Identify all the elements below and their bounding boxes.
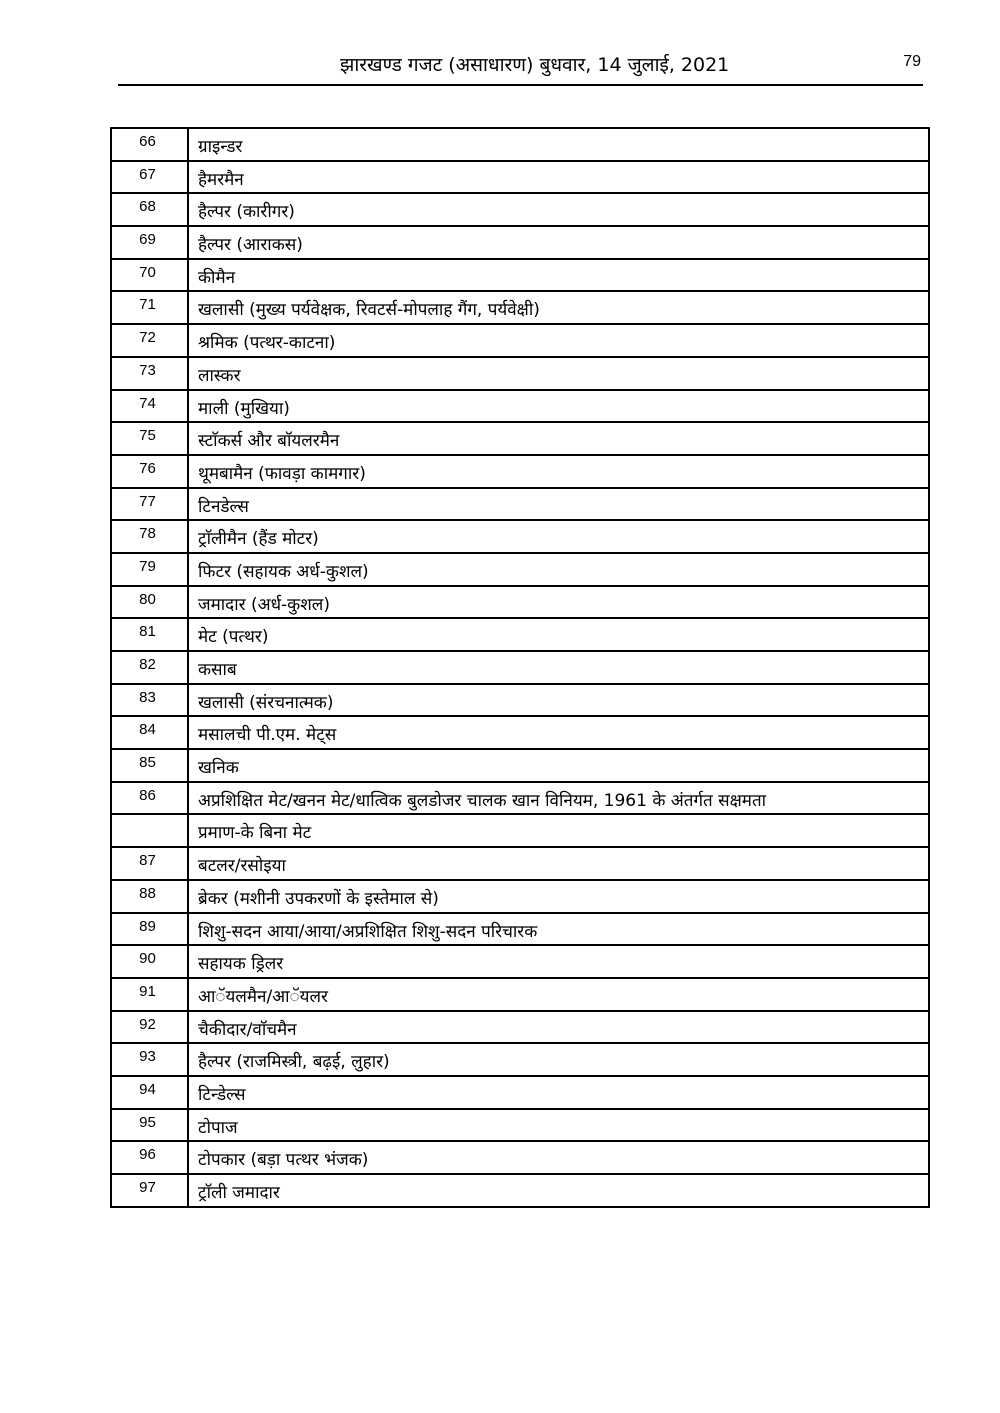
table-row	[111, 422, 929, 455]
table-row	[111, 193, 929, 226]
table-row	[111, 553, 929, 586]
serial-number-cell: 84	[111, 716, 188, 749]
table-row	[111, 847, 929, 880]
header-rule	[118, 84, 923, 86]
serial-number-cell: 86	[111, 782, 188, 815]
occupation-cell: चैकीदार/वाॅचमैन	[188, 1011, 929, 1044]
serial-number-cell: 69	[111, 226, 188, 259]
serial-number-cell: 92	[111, 1011, 188, 1044]
table-row	[111, 161, 929, 194]
serial-number-cell: 75	[111, 422, 188, 455]
table-row	[111, 226, 929, 259]
occupation-cell: हैल्पर (आराकस)	[188, 226, 929, 259]
table-row	[111, 520, 929, 553]
occupation-cell: श्रमिक (पत्थर-काटना)	[188, 324, 929, 357]
occupation-cell: टिन्डेल्स	[188, 1076, 929, 1109]
table-row	[111, 749, 929, 782]
occupation-cell: शिशु-सदन आया/आया/अप्रशिक्षित शिशु-सदन परिचारक	[188, 913, 929, 946]
occupation-cell: खलासी (संरचनात्मक)	[188, 684, 929, 717]
table-row	[111, 357, 929, 390]
occupation-cell: फिटर (सहायक अर्ध-कुशल)	[188, 553, 929, 586]
serial-number-cell: 95	[111, 1109, 188, 1142]
serial-number-cell: 85	[111, 749, 188, 782]
table-row	[111, 1076, 929, 1109]
serial-number-cell: 91	[111, 978, 188, 1011]
table-row	[111, 880, 929, 913]
table-row	[111, 128, 929, 161]
serial-number-cell: 76	[111, 455, 188, 488]
occupation-cell: कीमैन	[188, 259, 929, 292]
table-row	[111, 291, 929, 324]
table-row	[111, 455, 929, 488]
serial-number-cell: 96	[111, 1141, 188, 1174]
serial-number-cell: 94	[111, 1076, 188, 1109]
table-row	[111, 324, 929, 357]
serial-number-cell: 71	[111, 291, 188, 324]
occupation-cell: मसालची पी.एम. मेट्स	[188, 716, 929, 749]
serial-number-cell: 82	[111, 651, 188, 684]
occupation-cell: थूमबामैन (फावड़ा कामगार)	[188, 455, 929, 488]
table-row	[111, 390, 929, 423]
table-row	[111, 814, 929, 847]
occupation-cell: हैल्पर (कारीगर)	[188, 193, 929, 226]
occupation-cell: ग्राइन्डर	[188, 128, 929, 161]
occupation-cell: बटलर/रसोइया	[188, 847, 929, 880]
occupation-cell: कसाब	[188, 651, 929, 684]
table-row	[111, 1141, 929, 1174]
serial-number-cell: 88	[111, 880, 188, 913]
serial-number-cell: 70	[111, 259, 188, 292]
gazette-title: झारखण्ड गजट (असाधारण) बुधवार, 14 जुलाई, 2021	[340, 54, 730, 76]
occupation-cell: आॅयलमैन/आॅयलर	[188, 978, 929, 1011]
occupation-cell: हैल्पर (राजमिस्त्री, बढ़ई, लुहार)	[188, 1043, 929, 1076]
occupation-cell: टोपाज	[188, 1109, 929, 1142]
serial-number-cell: 68	[111, 193, 188, 226]
table-row	[111, 1043, 929, 1076]
serial-number-cell: 93	[111, 1043, 188, 1076]
table-row	[111, 586, 929, 619]
table-row	[111, 259, 929, 292]
serial-number-cell: 80	[111, 586, 188, 619]
occupation-cell: लास्कर	[188, 357, 929, 390]
serial-number-cell: 83	[111, 684, 188, 717]
table-row	[111, 716, 929, 749]
page-header	[118, 48, 923, 86]
occupation-table-body	[111, 128, 929, 1207]
occupation-cell: माली (मुखिया)	[188, 390, 929, 423]
occupation-cell: टिनडेल्स	[188, 488, 929, 521]
serial-number-cell: 67	[111, 161, 188, 194]
serial-number-cell: 66	[111, 128, 188, 161]
serial-number-cell: 81	[111, 618, 188, 651]
occupation-cell: मेट (पत्थर)	[188, 618, 929, 651]
table-row	[111, 913, 929, 946]
table-row	[111, 488, 929, 521]
occupation-cell: खनिक	[188, 749, 929, 782]
serial-number-cell: 79	[111, 553, 188, 586]
serial-number-cell: 74	[111, 390, 188, 423]
table-row	[111, 1109, 929, 1142]
occupation-cell: अप्रशिक्षित मेट/खनन मेट/धात्विक बुलडोजर चालक खान विनियम, 1961 के अंतर्गत सक्षमता	[188, 782, 929, 815]
occupation-cell: ट्राॅली जमादार	[188, 1174, 929, 1207]
occupation-cell: टोपकार (बड़ा पत्थर भंजक)	[188, 1141, 929, 1174]
occupation-cell: प्रमाण-के बिना मेट	[188, 814, 929, 847]
serial-number-cell: 87	[111, 847, 188, 880]
serial-number-cell: 90	[111, 945, 188, 978]
occupation-cell: हैमरमैन	[188, 161, 929, 194]
occupation-cell: स्टाॅकर्स और बाॅयलरमैन	[188, 422, 929, 455]
page-number: 79	[903, 53, 921, 70]
table-row	[111, 782, 929, 815]
table-row	[111, 618, 929, 651]
occupation-table	[110, 127, 930, 1208]
serial-number-cell: 77	[111, 488, 188, 521]
serial-number-cell: 72	[111, 324, 188, 357]
serial-number-cell	[111, 814, 188, 847]
occupation-cell: जमादार (अर्ध-कुशल)	[188, 586, 929, 619]
table-row	[111, 1174, 929, 1207]
table-row	[111, 684, 929, 717]
serial-number-cell: 78	[111, 520, 188, 553]
serial-number-cell: 97	[111, 1174, 188, 1207]
occupation-cell: सहायक ड्रिलर	[188, 945, 929, 978]
occupation-cell: ट्राॅलीमैन (हैंड मोटर)	[188, 520, 929, 553]
table-row	[111, 945, 929, 978]
serial-number-cell: 73	[111, 357, 188, 390]
table-row	[111, 651, 929, 684]
serial-number-cell: 89	[111, 913, 188, 946]
occupation-cell: खलासी (मुख्य पर्यवेक्षक, रिवटर्स-मोपलाह गैंग, पर्यवेक्षी)	[188, 291, 929, 324]
table-row	[111, 978, 929, 1011]
table-row	[111, 1011, 929, 1044]
occupation-cell: ब्रेकर (मशीनी उपकरणों के इस्तेमाल से)	[188, 880, 929, 913]
